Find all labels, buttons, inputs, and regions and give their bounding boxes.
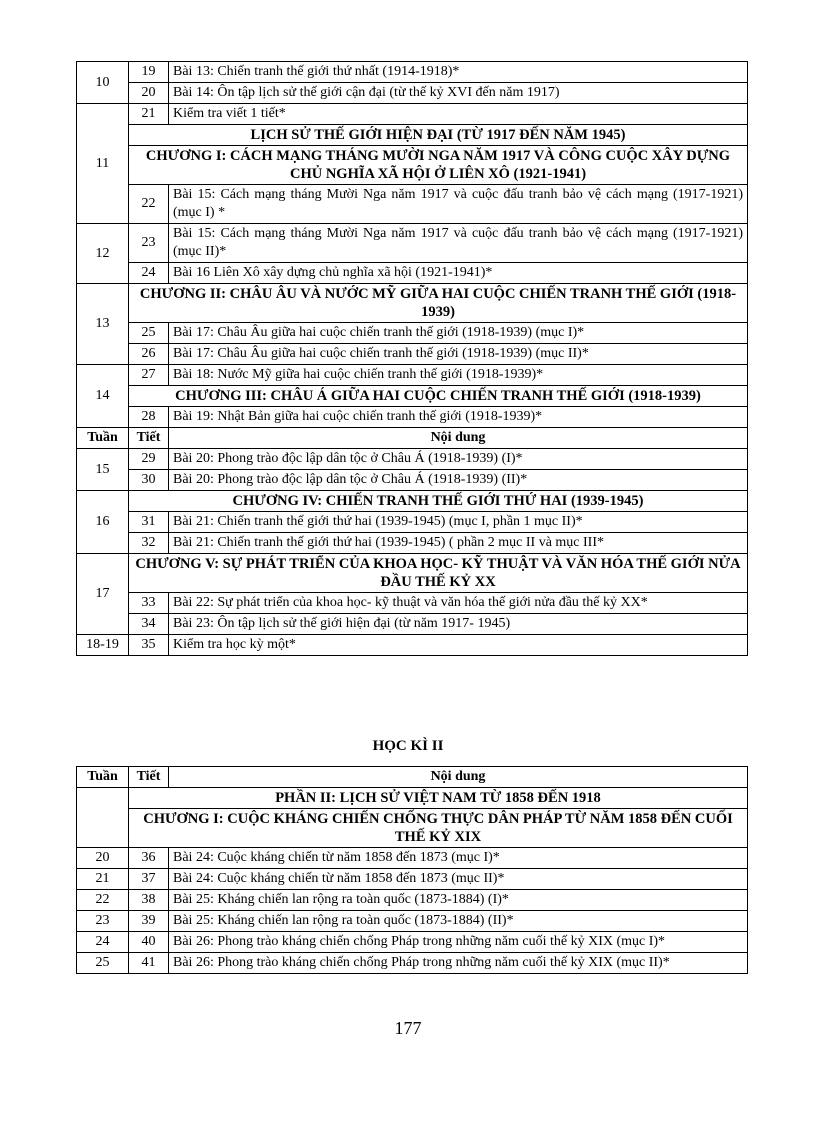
content-cell: Bài 21: Chiến tranh thế giới thứ hai (1939-1945) (mục I, phần 1 mục II)* <box>169 512 748 533</box>
table-row <box>77 263 748 284</box>
table-row <box>77 869 748 890</box>
lesson-cell: 28 <box>129 407 169 428</box>
table-row <box>77 512 748 533</box>
section-heading-row <box>77 788 748 809</box>
lesson-cell: 22 <box>129 185 169 224</box>
table-row <box>77 224 748 263</box>
table-row <box>77 185 748 224</box>
table-row <box>77 848 748 869</box>
content-cell: Kiểm tra viết 1 tiết* <box>169 104 748 125</box>
content-cell: Bài 15: Cách mạng tháng Mười Nga năm 1917 và cuộc đấu tranh bảo vệ cách mạng (1917-1921) (mục II)* <box>169 224 748 263</box>
table-row <box>77 911 748 932</box>
lesson-cell: 29 <box>129 449 169 470</box>
table-row <box>77 890 748 911</box>
lesson-cell: 37 <box>129 869 169 890</box>
content-cell: Bài 21: Chiến tranh thế giới thứ hai (1939-1945) ( phần 2 mục II và mục III* <box>169 533 748 554</box>
content-cell: Bài 20: Phong trào độc lập dân tộc ở Châu Á (1918-1939) (II)* <box>169 470 748 491</box>
lesson-cell: 25 <box>129 323 169 344</box>
content-cell: Bài 22: Sự phát triển của khoa học- kỹ thuật và văn hóa thế giới nửa đầu thế kỷ XX* <box>169 593 748 614</box>
lesson-cell: 41 <box>129 953 169 974</box>
lesson-cell: 38 <box>129 890 169 911</box>
week-cell: 11 <box>77 104 129 224</box>
content-cell: Bài 14: Ôn tập lịch sử thế giới cận đại (từ thế kỷ XVI đến năm 1917) <box>169 83 748 104</box>
content-cell: Bài 26: Phong trào kháng chiến chống Pháp trong những năm cuối thế kỷ XIX (mục II)* <box>169 953 748 974</box>
lesson-cell: 21 <box>129 104 169 125</box>
chapter-heading: CHƯƠNG II: CHÂU ÂU VÀ NƯỚC MỸ GIỮA HAI CUỘC CHIẾN TRANH THẾ GIỚI (1918-1939) <box>129 284 748 323</box>
week-cell: 23 <box>77 911 129 932</box>
week-cell: 13 <box>77 284 129 365</box>
semester-2-title: HỌC KÌ II <box>372 738 444 754</box>
lesson-cell: 32 <box>129 533 169 554</box>
header-lesson: Tiết <box>129 767 169 788</box>
chapter-heading-row <box>77 146 748 185</box>
table-row <box>77 470 748 491</box>
table-row <box>77 62 748 83</box>
content-cell: Bài 17: Châu Âu giữa hai cuộc chiến tranh thế giới (1918-1939) (mục I)* <box>169 323 748 344</box>
lesson-cell: 39 <box>129 911 169 932</box>
week-cell: 10 <box>77 62 129 104</box>
week-cell: 25 <box>77 953 129 974</box>
table-header-row <box>77 428 748 449</box>
lesson-cell: 19 <box>129 62 169 83</box>
table-row <box>77 932 748 953</box>
table-row <box>77 635 748 656</box>
lesson-cell: 27 <box>129 365 169 386</box>
table-row <box>77 953 748 974</box>
lesson-cell: 33 <box>129 593 169 614</box>
chapter-heading: CHƯƠNG III: CHÂU Á GIỮA HAI CUỘC CHIẾN TRANH THẾ GIỚI (1918-1939) <box>129 386 748 407</box>
header-content: Nội dung <box>169 767 748 788</box>
chapter-heading-row <box>77 554 748 593</box>
week-cell: 20 <box>77 848 129 869</box>
week-cell: 24 <box>77 932 129 953</box>
lesson-cell: 34 <box>129 614 169 635</box>
lesson-cell: 30 <box>129 470 169 491</box>
chapter-heading-row <box>77 809 748 848</box>
chapter-heading-row <box>77 491 748 512</box>
content-cell: Bài 16 Liên Xô xây dựng chủ nghĩa xã hội (1921-1941)* <box>169 263 748 284</box>
curriculum-table-semester-2 <box>76 766 748 974</box>
content-cell: Bài 18: Nước Mỹ giữa hai cuộc chiến tranh thế giới (1918-1939)* <box>169 365 748 386</box>
content-cell: Kiểm tra học kỳ một* <box>169 635 748 656</box>
chapter-heading: CHƯƠNG V: SỰ PHÁT TRIỂN CỦA KHOA HỌC- KỸ THUẬT VÀ VĂN HÓA THẾ GIỚI NỬA ĐẦU THẾ KỶ XX <box>129 554 748 593</box>
table-row <box>77 614 748 635</box>
header-content: Nội dung <box>169 428 748 449</box>
week-cell: 18-19 <box>77 635 129 656</box>
table-row <box>77 323 748 344</box>
week-cell: 14 <box>77 365 129 428</box>
lesson-cell: 24 <box>129 263 169 284</box>
chapter-heading: CHƯƠNG I: CÁCH MẠNG THÁNG MƯỜI NGA NĂM 1917 VÀ CÔNG CUỘC XÂY DỰNG CHỦ NGHĨA XÃ HỘI Ở LIÊN XÔ (1921-1941) <box>129 146 748 185</box>
content-cell: Bài 25: Kháng chiến lan rộng ra toàn quốc (1873-1884) (I)* <box>169 890 748 911</box>
week-cell: 15 <box>77 449 129 491</box>
content-cell: Bài 24: Cuộc kháng chiến từ năm 1858 đến 1873 (mục II)* <box>169 869 748 890</box>
week-cell: 22 <box>77 890 129 911</box>
table-row <box>77 83 748 104</box>
page-number: 177 <box>394 1018 422 1038</box>
table-row <box>77 449 748 470</box>
lesson-cell: 20 <box>129 83 169 104</box>
week-cell: 17 <box>77 554 129 635</box>
lesson-cell: 36 <box>129 848 169 869</box>
header-week: Tuần <box>77 428 129 449</box>
content-cell: Bài 13: Chiến tranh thế giới thứ nhất (1914-1918)* <box>169 62 748 83</box>
content-cell: Bài 25: Kháng chiến lan rộng ra toàn quốc (1873-1884) (II)* <box>169 911 748 932</box>
curriculum-table-semester-1 <box>76 61 748 656</box>
content-cell: Bài 20: Phong trào độc lập dân tộc ở Châu Á (1918-1939) (I)* <box>169 449 748 470</box>
header-week: Tuần <box>77 767 129 788</box>
content-cell: Bài 17: Châu Âu giữa hai cuộc chiến tranh thế giới (1918-1939) (mục II)* <box>169 344 748 365</box>
table-row <box>77 365 748 386</box>
table-row <box>77 533 748 554</box>
chapter-heading: CHƯƠNG IV: CHIẾN TRANH THẾ GIỚI THỨ HAI (1939-1945) <box>129 491 748 512</box>
content-cell: Bài 26: Phong trào kháng chiến chống Pháp trong những năm cuối thế kỷ XIX (mục I)* <box>169 932 748 953</box>
header-lesson: Tiết <box>129 428 169 449</box>
section-heading-row <box>77 125 748 146</box>
section-heading: PHẦN II: LỊCH SỬ VIỆT NAM TỪ 1858 ĐẾN 1918 <box>129 788 748 809</box>
chapter-heading-row <box>77 386 748 407</box>
table-row <box>77 593 748 614</box>
content-cell: Bài 24: Cuộc kháng chiến từ năm 1858 đến 1873 (mục I)* <box>169 848 748 869</box>
week-cell: 12 <box>77 224 129 284</box>
content-cell: Bài 15: Cách mạng tháng Mười Nga năm 1917 và cuộc đấu tranh bảo vệ cách mạng (1917-1921) (mục I) * <box>169 185 748 224</box>
chapter-heading-row <box>77 284 748 323</box>
lesson-cell: 35 <box>129 635 169 656</box>
lesson-cell: 23 <box>129 224 169 263</box>
week-cell: 21 <box>77 869 129 890</box>
table-row <box>77 344 748 365</box>
table-header-row <box>77 767 748 788</box>
week-cell: 16 <box>77 491 129 554</box>
week-cell-empty <box>77 788 129 848</box>
content-cell: Bài 19: Nhật Bản giữa hai cuộc chiến tranh thế giới (1918-1939)* <box>169 407 748 428</box>
lesson-cell: 40 <box>129 932 169 953</box>
table-row <box>77 407 748 428</box>
lesson-cell: 31 <box>129 512 169 533</box>
section-heading: LỊCH SỬ THẾ GIỚI HIỆN ĐẠI (TỪ 1917 ĐẾN NĂM 1945) <box>129 125 748 146</box>
content-cell: Bài 23: Ôn tập lịch sử thế giới hiện đại (từ năm 1917- 1945) <box>169 614 748 635</box>
lesson-cell: 26 <box>129 344 169 365</box>
table-row <box>77 104 748 125</box>
chapter-heading: CHƯƠNG I: CUỘC KHÁNG CHIẾN CHỐNG THỰC DÂN PHÁP TỪ NĂM 1858 ĐẾN CUỐI THẾ KỶ XIX <box>129 809 748 848</box>
